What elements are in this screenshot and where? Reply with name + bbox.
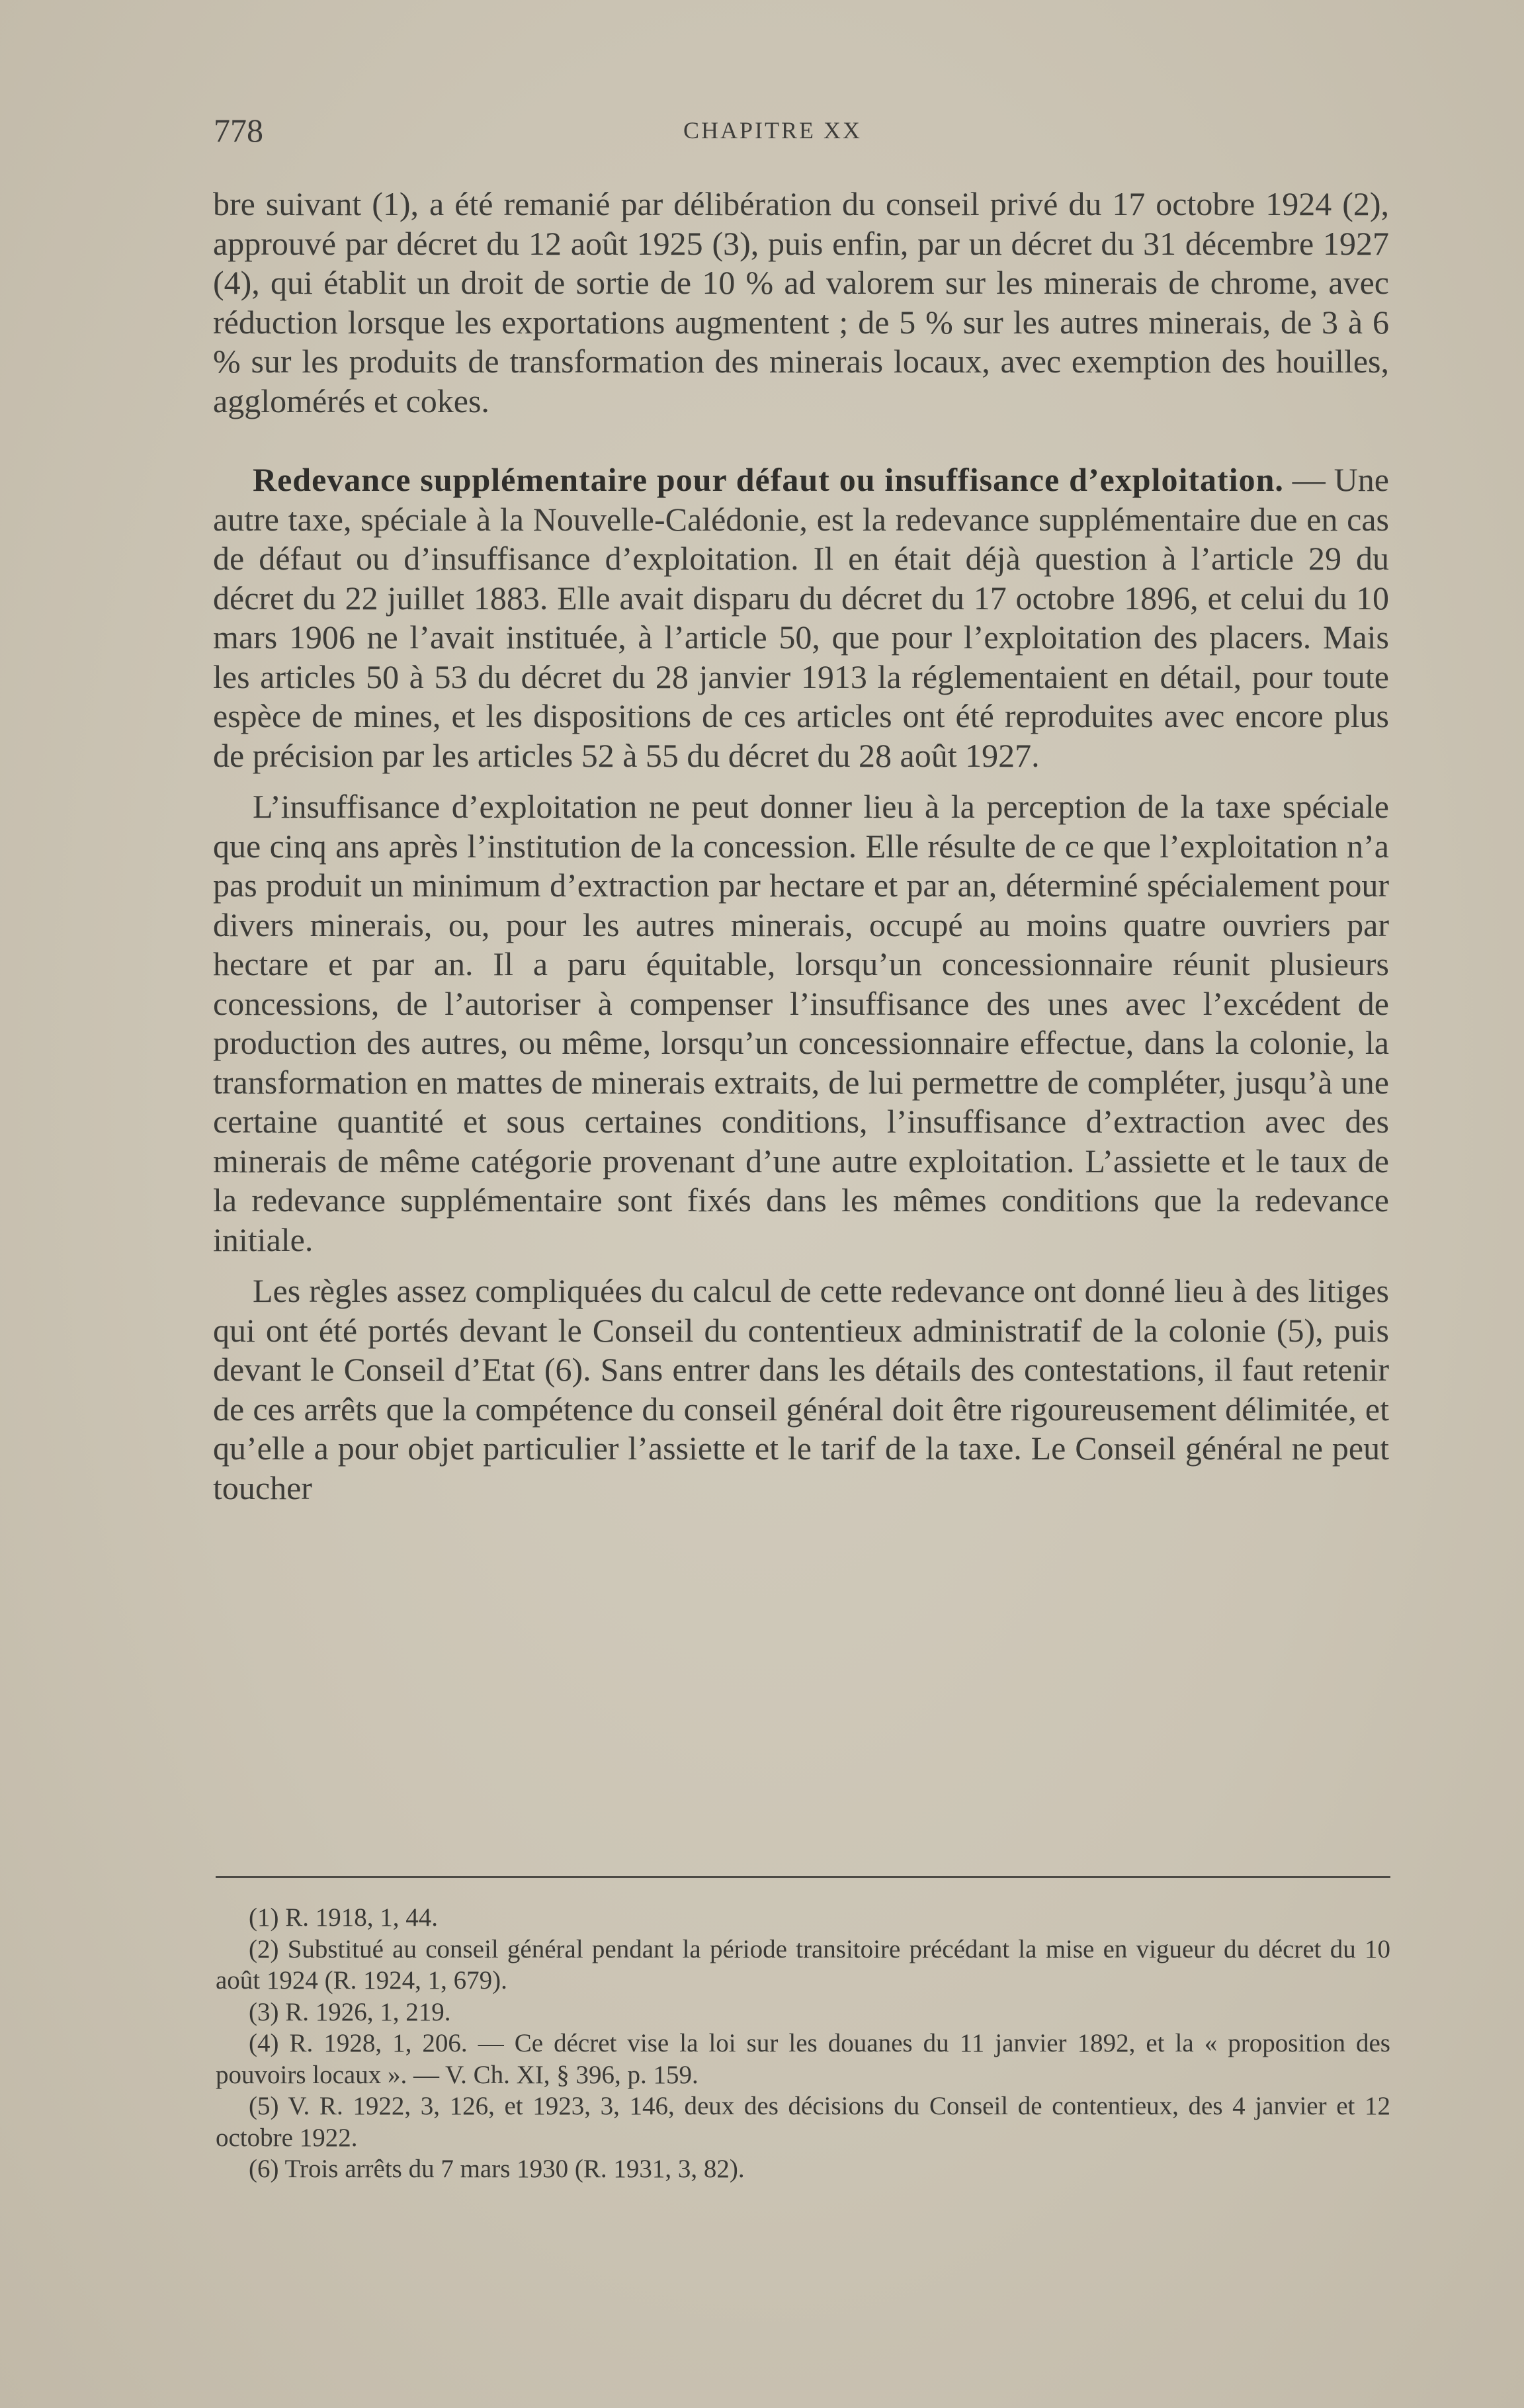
- page-header: [214, 111, 1388, 151]
- main-text: [213, 185, 1389, 1508]
- footnote-1: (1) R. 1918, 1, 44.: [249, 1903, 438, 1932]
- footnote-4: (4) R. 1928, 1, 206. — Ce décret vise la loi sur les douanes du 11 janvier 1892, et la « proposition des pouvoirs locaux ». — V. Ch. XI, § 396, p. 159.: [216, 2029, 1390, 2089]
- paragraph-4: Les règles assez compliquées du calcul de cette redevance ont donné lieu à des litiges qui ont été portés devant le Conseil du contentieux administratif de la colonie (5), puis devant le Conseil d’Etat (6). Sans entrer dans les détails des contestations, il faut retenir de ces arrêts que la compétence du conseil général doit être rigoureusement délimitée, et qu’elle a pour objet particulier l’assiette et le tarif de la taxe. Le Conseil général ne peut toucher: [213, 1272, 1389, 1506]
- footnote-6: (6) Trois arrêts du 7 mars 1930 (R. 1931, 3, 82).: [249, 2155, 745, 2183]
- footnote-5: (5) V. R. 1922, 3, 126, et 1923, 3, 146, deux des décisions du Conseil de contentieux, des 4 janvier et 12 octobre 1922.: [216, 2092, 1390, 2152]
- page-number: 778: [214, 112, 263, 149]
- footnote-divider: [216, 1876, 1390, 1878]
- footnote-2: (2) Substitué au conseil général pendant la période transitoire précédant la mise en vigueur du décret du 10 août 1924 (R. 1924, 1, 679).: [216, 1934, 1390, 1995]
- running-title: CHAPITRE XX: [683, 117, 863, 144]
- footnotes: [216, 1902, 1390, 2185]
- paragraph-2: [213, 460, 1389, 775]
- paragraph-3: L’insuffisance d’exploitation ne peut donner lieu à la perception de la taxe spéciale que cinq ans après l’institution de la concession. Elle résulte de ce que l’exploitation n’a pas produit un minimum d’extraction par hectare et par an, déterminé spécialement pour divers minerais, ou, pour les autres minerais, occupé au moins quatre ouvriers par hectare et par an. Il a paru équitable, lorsqu’un concessionnaire réunit plusieurs concessions, de l’autoriser à compenser l’insuffisance des unes avec l’excédent de production des autres, ou même, lorsqu’un concessionnaire effectue, dans la colonie, la transformation en mattes de minerais extraits, de lui permettre de compléter, jusqu’à une certaine quantité et sous certaines conditions, l’insuffisance d’extraction avec des minerais de même catégorie provenant d’une autre exploitation. L’assiette et le taux de la redevance supplémentaire sont fixés dans les mêmes conditions que la redevance initiale.: [213, 788, 1389, 1258]
- paragraph-1: bre suivant (1), a été remanié par délibération du conseil privé du 17 octobre 1924 (2), approuvé par décret du 12 août 1925 (3), puis enfin, par un décret du 31 décembre 1927 (4), qui établit un droit de sortie de 10 % ad valorem sur les minerais de chrome, avec réduction lorsque les exportations augmentent ; de 5 % sur les autres minerais, de 3 à 6 % sur les produits de transformation des minerais locaux, avec exemption des houilles, agglomérés et cokes.: [213, 185, 1389, 419]
- footnote-3: (3) R. 1926, 1, 219.: [249, 1997, 451, 2026]
- section-heading: Redevance supplémentaire pour défaut ou insuffisance d’exploitation.: [253, 461, 1284, 498]
- paragraph-2-text: — Une autre taxe, spéciale à la Nouvelle-Calédonie, est la redevance supplémentaire due en cas de défaut ou d’insuffisance d’exploitation. Il en était déjà question à l’article 29 du décret du 22 juillet 1883. Elle avait disparu du décret du 17 octobre 1896, et celui du 10 mars 1906 ne l’avait instituée, à l’article 50, que pour l’exploitation des placers. Mais les articles 50 à 53 du décret du 28 janvier 1913 la réglementaient en détail, pour toute espèce de mines, et les dispositions de ces articles ont été reproduites avec encore plus de précision par les articles 52 à 55 du décret du 28 août 1927.: [213, 461, 1389, 774]
